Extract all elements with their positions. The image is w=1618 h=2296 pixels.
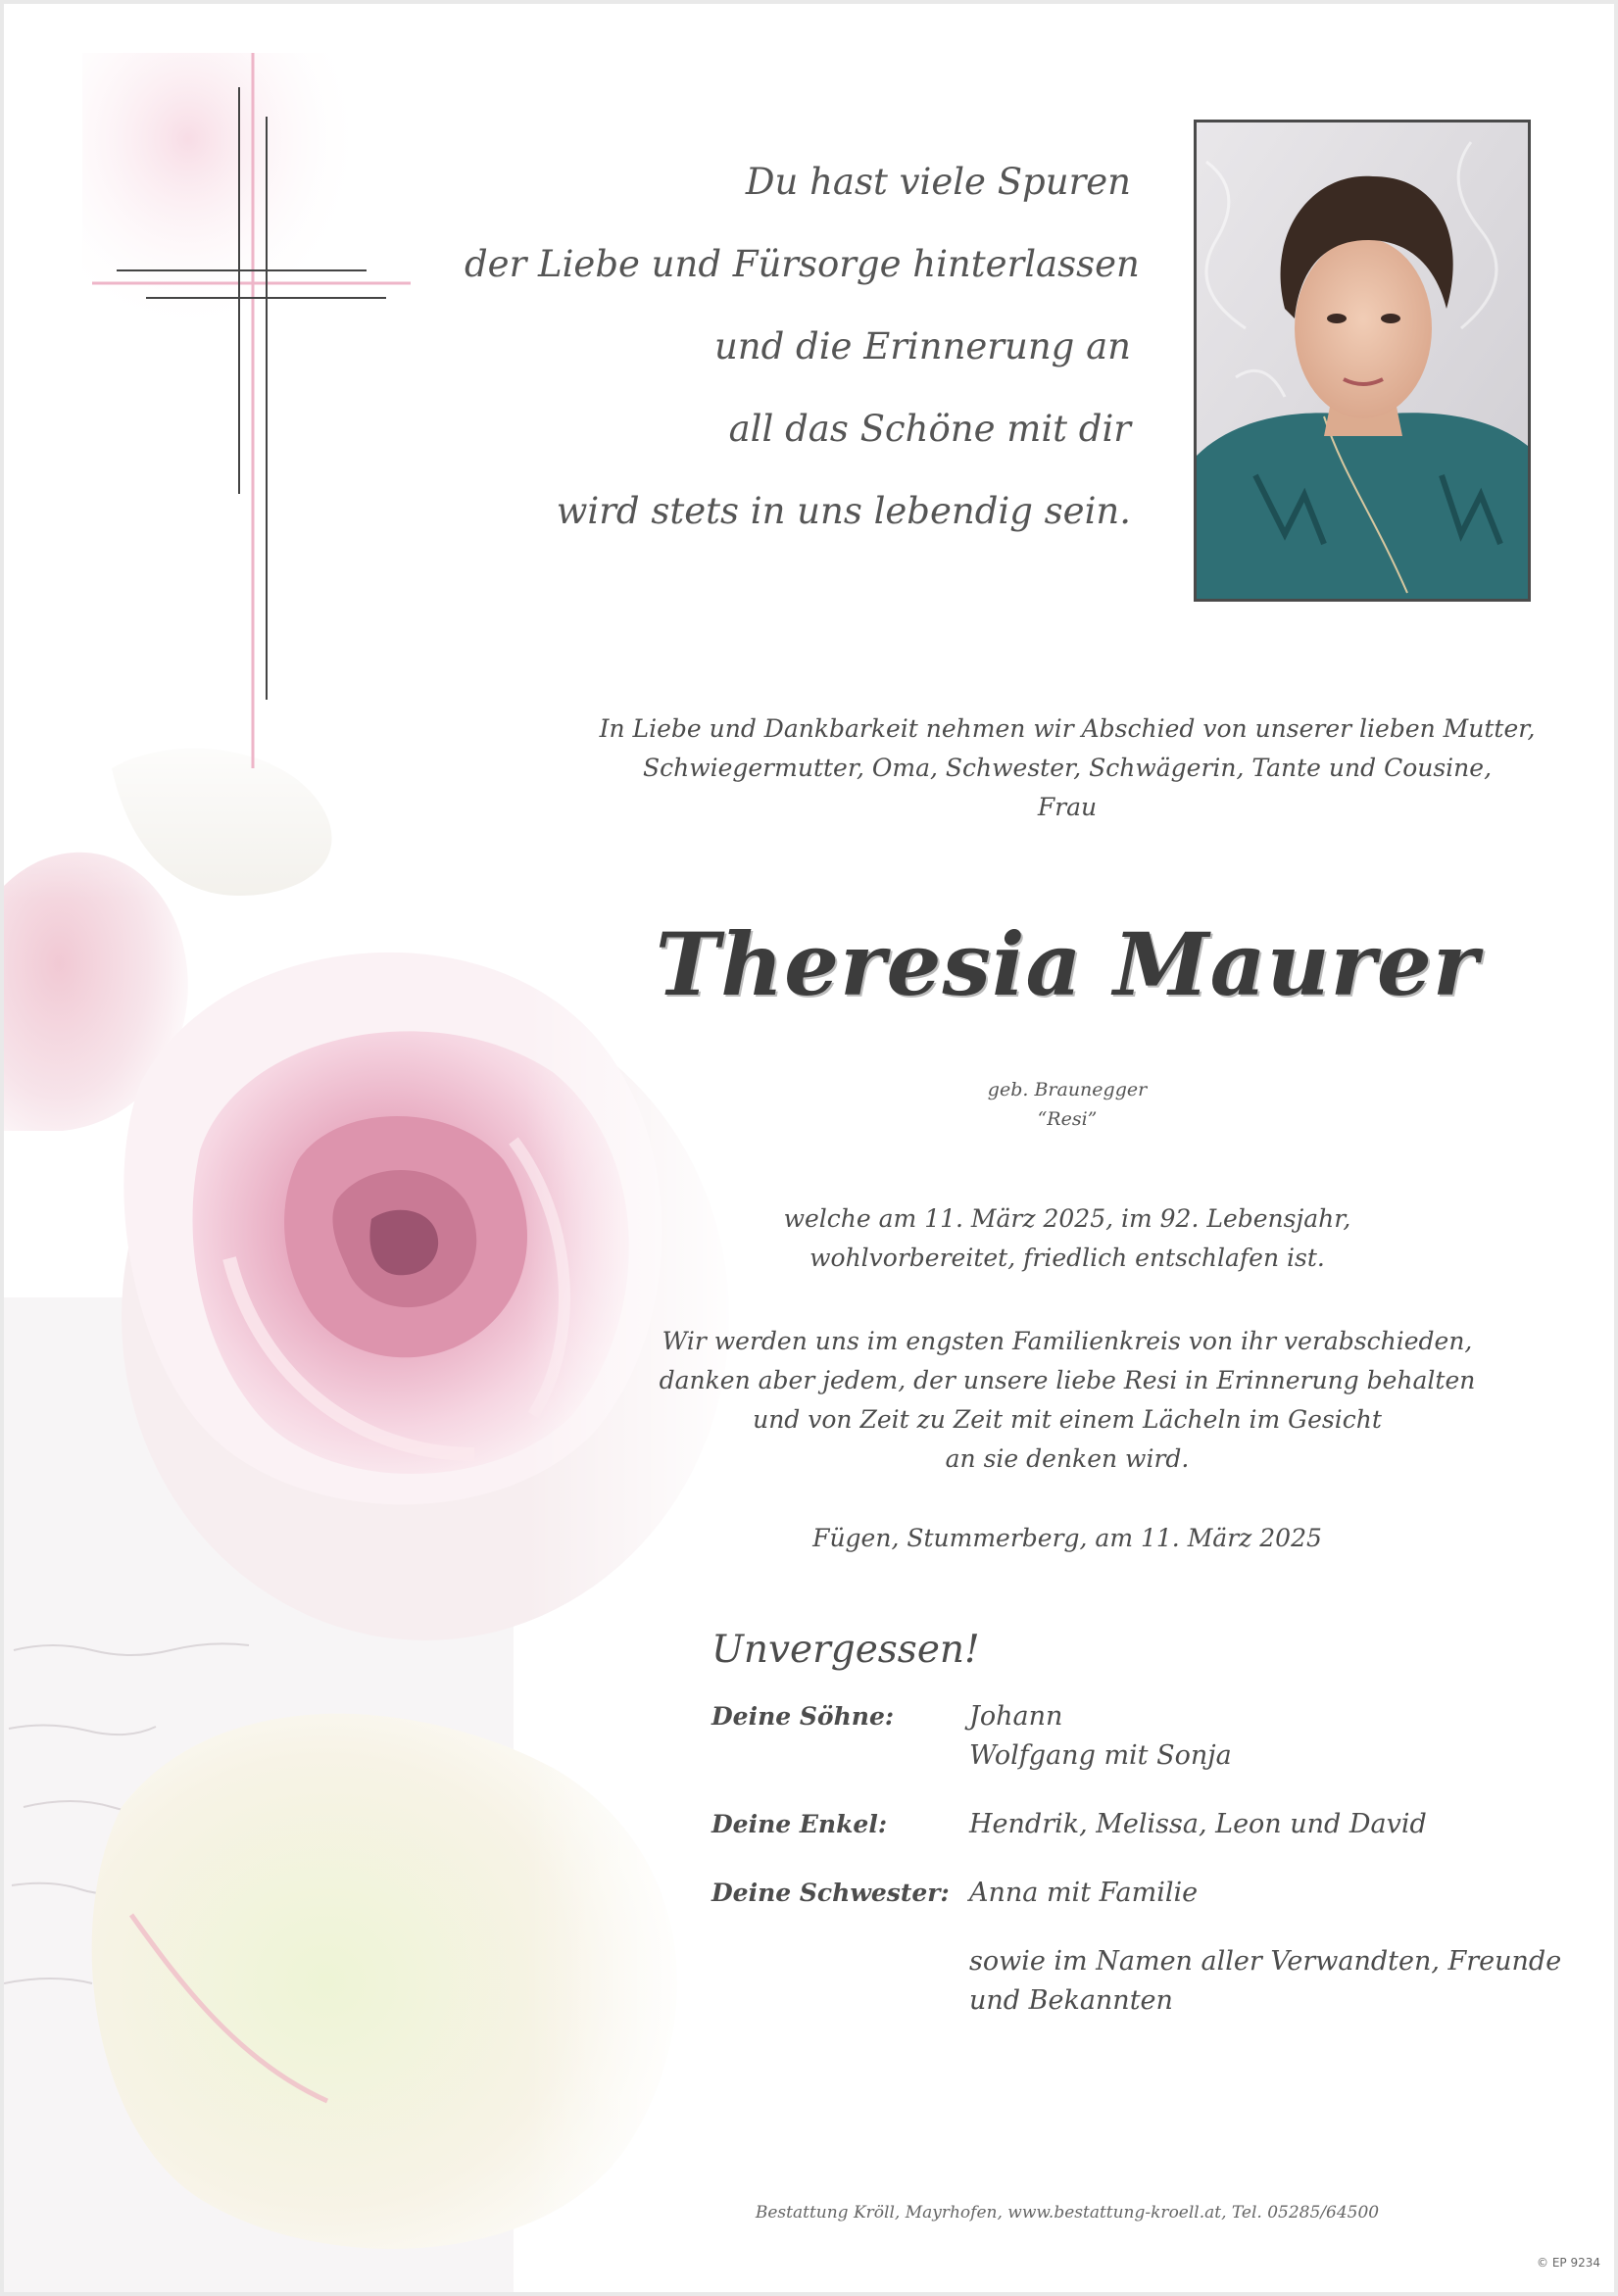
family-names [969, 1805, 1574, 1844]
family-name-line: Wolfgang mit Sonja [969, 1740, 1232, 1771]
verse [465, 141, 1140, 553]
nickname: “Resi” [1037, 1108, 1098, 1130]
document-code: © EP 9234 [1537, 2256, 1600, 2270]
family-name-line: sowie im Namen aller Verwandten, Freunde [969, 1946, 1562, 1977]
family-name-line: Hendrik, Melissa, Leon und David [969, 1809, 1427, 1839]
portrait-photo [1194, 120, 1531, 602]
cross-icon [82, 53, 435, 778]
verse-line: wird stets in uns lebendig sein. [556, 490, 1131, 532]
place-date: Fügen, Stummerberg, am 11. März 2025 [812, 1524, 1322, 1552]
farewell-line: Wir werden uns im engsten Familienkreis von ihr verabschieden, [662, 1327, 1473, 1355]
intro-text [553, 709, 1582, 827]
family-label: Deine Schwester: [711, 1879, 950, 1907]
intro-line: In Liebe und Dankbarkeit nehmen wir Abschied von unserer lieben Mutter, [599, 714, 1536, 743]
farewell-text [553, 1322, 1582, 1479]
family-row [711, 1805, 1574, 1844]
obituary-page [4, 4, 1614, 2292]
intro-line: Schwiegermutter, Oma, Schwester, Schwägerin, Tante und Cousine, [642, 754, 1493, 782]
funeral-home-footer: Bestattung Kröll, Mayrhofen, www.bestattung-kroell.at, Tel. 05285/64500 [755, 2203, 1380, 2223]
death-notice-line: welche am 11. März 2025, im 92. Lebensjahr, [783, 1204, 1351, 1233]
verse-line: der Liebe und Fürsorge hinterlassen [465, 243, 1140, 285]
family-label: Deine Söhne: [711, 1702, 895, 1731]
unvergessen-heading: Unvergessen! [711, 1628, 980, 1672]
family-list [711, 1697, 1574, 2050]
family-names [969, 1942, 1574, 2021]
verse-line: und die Erinnerung an [713, 325, 1131, 367]
family-row [711, 1697, 1574, 1776]
family-label: Deine Enkel: [711, 1810, 888, 1838]
deceased-name: Theresia Maurer [655, 913, 1480, 1015]
intro-line: Frau [1037, 793, 1098, 821]
farewell-line: und von Zeit zu Zeit mit einem Lächeln im Gesicht [753, 1405, 1382, 1434]
family-names [969, 1874, 1574, 1913]
family-name-line: Johann [969, 1701, 1063, 1732]
family-label [711, 1942, 969, 2021]
family-names [969, 1697, 1574, 1776]
death-notice [553, 1199, 1582, 1278]
verse-line: all das Schöne mit dir [728, 408, 1131, 450]
family-row [711, 1942, 1574, 2021]
verse-line: Du hast viele Spuren [745, 161, 1131, 203]
farewell-line: danken aber jedem, der unsere liebe Resi in Erinnerung behalten [659, 1366, 1476, 1394]
family-name-line: Anna mit Familie [969, 1878, 1199, 1908]
death-notice-line: wohlvorbereitet, friedlich entschlafen ist. [809, 1244, 1325, 1272]
family-name-line: und Bekannten [969, 1985, 1173, 2016]
farewell-line: an sie denken wird. [945, 1444, 1190, 1473]
birth-info [945, 1075, 1190, 1134]
birth-name: geb. Braunegger [987, 1079, 1148, 1100]
family-row [711, 1874, 1574, 1913]
